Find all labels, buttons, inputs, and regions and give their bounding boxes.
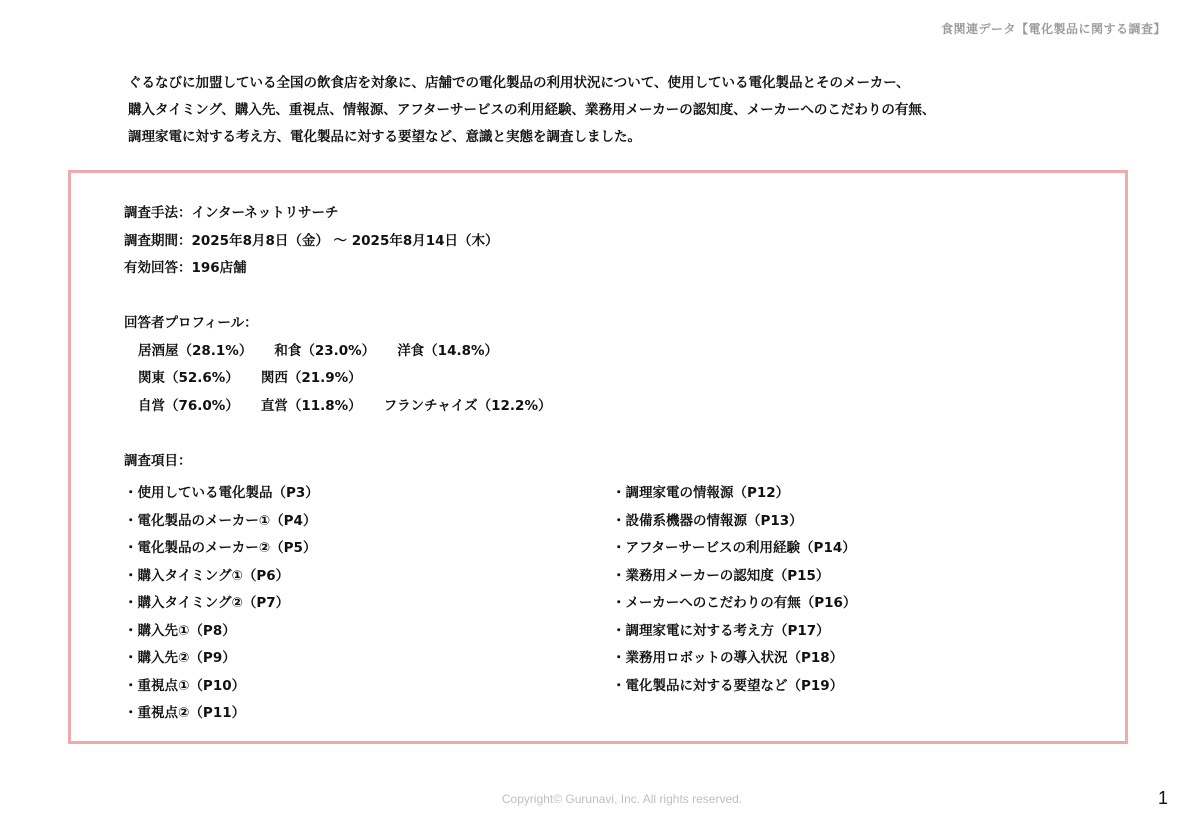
survey-item: ・購入タイミング②（P7） <box>124 595 290 611</box>
items-heading: 調査項目： <box>124 453 192 469</box>
survey-item: ・業務用ロボットの導入状況（P18） <box>612 650 844 666</box>
profile-value: 居酒屋（28.1%） <box>138 342 253 359</box>
intro-line: 調理家電に対する考え方、電化製品に対する要望など、意識と実態を調査しました。 <box>128 129 641 145</box>
survey-items-left-column <box>124 480 319 728</box>
survey-item: ・電化製品のメーカー②（P5） <box>124 540 317 556</box>
survey-item: ・メーカーへのこだわりの有無（P16） <box>612 595 857 611</box>
profile-value: 洋食（14.8%） <box>397 342 499 359</box>
header-tag: 食関連データ【電化製品に関する調査】 <box>940 22 1166 36</box>
profile-row-management <box>124 393 573 421</box>
survey-item: ・調理家電に対する考え方（P17） <box>612 622 830 639</box>
survey-item: ・電化製品に対する要望など（P19） <box>612 677 844 694</box>
intro-line: 購入タイミング、購入先、重視点、情報源、アフターサービスの利用経験、業務用メーカーの認知度、メーカーへのこだわりの有無、 <box>128 102 936 118</box>
survey-items-right-column <box>612 480 856 700</box>
profile-row-category <box>124 338 573 366</box>
survey-methods <box>124 200 499 283</box>
profile-value: 関西（21.9%） <box>260 370 362 386</box>
profile-heading: 回答者プロフィール： <box>124 315 258 331</box>
survey-method: 調査手法：インターネットリサーチ <box>124 205 339 221</box>
profile-row-region <box>124 365 573 393</box>
survey-item: ・使用している電化製品（P3） <box>124 485 319 501</box>
survey-item: ・調理家電の情報源（P12） <box>612 485 790 501</box>
survey-item: ・アフターサービスの利用経験（P14） <box>612 540 856 556</box>
survey-item: ・業務用メーカーの認知度（P15） <box>612 567 830 584</box>
survey-item: ・設備系機器の情報源（P13） <box>612 512 803 529</box>
survey-responses: 有効回答：196店舗 <box>124 260 247 276</box>
respondent-profile <box>124 310 573 420</box>
survey-item: ・購入先①（P8） <box>124 622 236 639</box>
survey-item: ・購入先②（P9） <box>124 650 236 666</box>
page-number: 1 <box>1157 788 1168 808</box>
intro-paragraph <box>128 70 1128 151</box>
copyright-notice: Copyright© Gurunavi, Inc. All rights reserved. <box>501 792 743 806</box>
profile-value: 自営（76.0%） <box>138 397 239 414</box>
profile-value: 関東（52.6%） <box>138 370 239 386</box>
profile-value: 和食（23.0%） <box>274 342 376 359</box>
survey-period: 調査期間：2025年8月8日（金） ～ 2025年8月14日（木） <box>124 232 499 249</box>
survey-item: ・重視点②（P11） <box>124 705 246 721</box>
profile-value: フランチャイズ（12.2%） <box>383 397 552 414</box>
intro-line: ぐるなびに加盟している全国の飲食店を対象に、店舗での電化製品の利用状況について、使用している電化製品とそのメーカー、 <box>128 75 910 91</box>
survey-item: ・電化製品のメーカー①（P4） <box>124 512 317 529</box>
survey-item: ・購入タイミング①（P6） <box>124 567 290 584</box>
profile-value: 直営（11.8%） <box>260 397 362 414</box>
survey-item: ・重視点①（P10） <box>124 677 246 694</box>
